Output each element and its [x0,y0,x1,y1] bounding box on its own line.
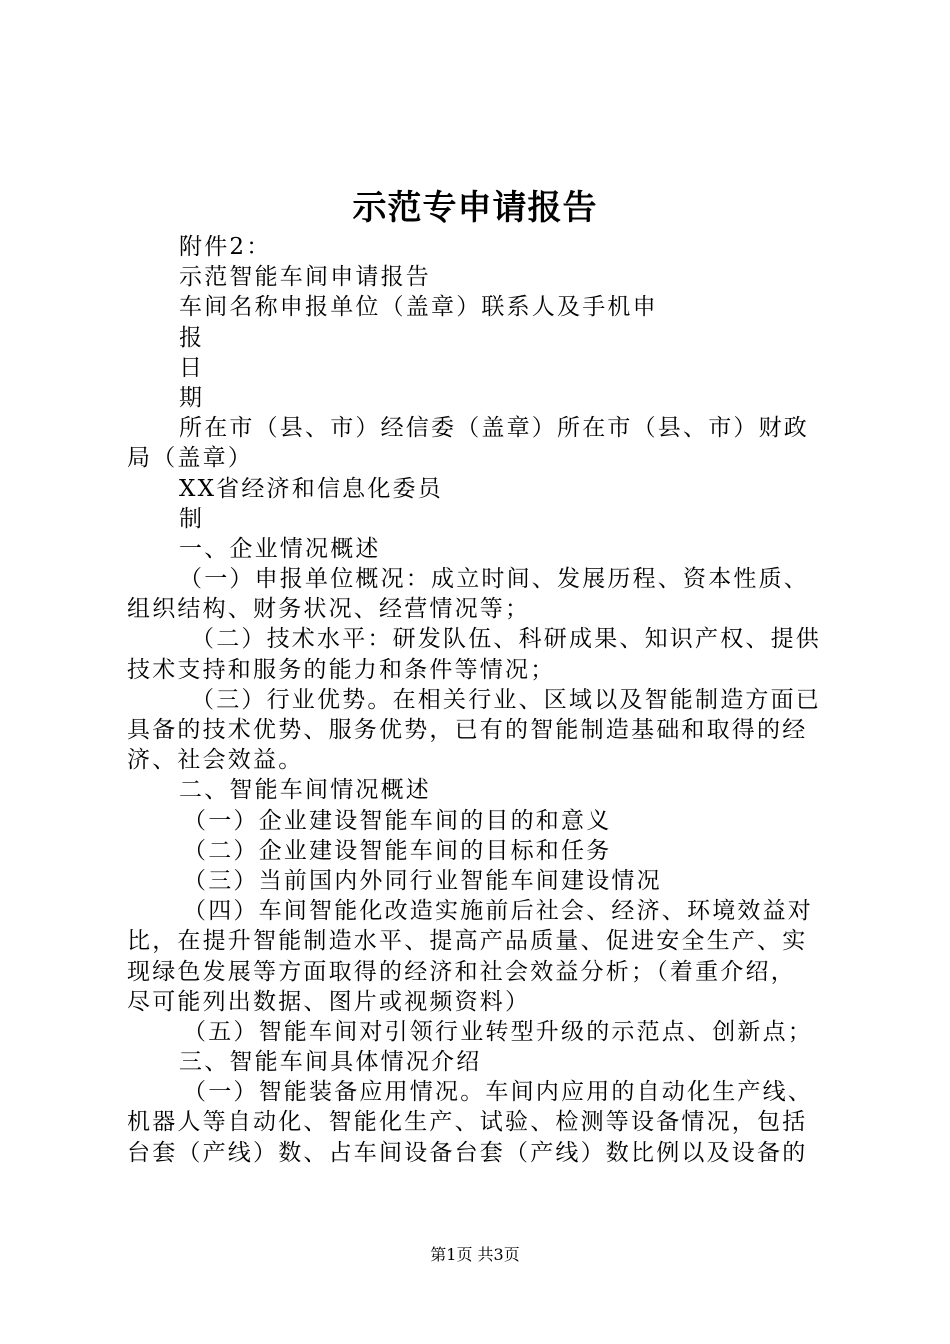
page-footer: 第1页 共3页 [430,1245,520,1264]
body-line: 二、智能车间情况概述 [179,777,431,804]
body-line: （三）行业优势。在相关行业、区域以及智能制造方面已 [191,686,821,713]
body-line: 示范智能车间申请报告 [179,264,431,291]
body-line: 三、智能车间具体情况介绍 [179,1049,482,1076]
body-line: 制 [179,505,205,532]
document-title: 示范专申请报告 [352,188,598,228]
body-line: （一）申报单位概况：成立时间、发展历程、资本性质、 [179,566,809,593]
body-line: 日 [179,354,205,381]
body-line: 机器人等自动化、智能化生产、试验、检测等设备情况，包括 [127,1109,808,1136]
body-line: 车间名称申报单位（盖章）联系人及手机申 [179,294,658,321]
body-line: （二）企业建设智能车间的目标和任务 [183,837,612,864]
document-body [127,232,832,1168]
body-line: 附件2： [179,234,272,260]
body-line: （四）车间智能化改造实施前后社会、经济、环境效益对 [183,898,813,925]
body-line: （五）智能车间对引领行业转型升级的示范点、创新点； [183,1018,813,1045]
body-line: （三）当前国内外同行业智能车间建设情况 [183,867,662,894]
body-line: 所在市（县、市）经信委（盖章）所在市（县、市）财政 [179,415,809,442]
body-line: （一）智能装备应用情况。车间内应用的自动化生产线、 [183,1079,813,1106]
body-line: 济、社会效益。 [127,747,304,774]
body-line: 组织结构、财务状况、经营情况等； [127,596,531,623]
body-line: 尽可能列出数据、图片或视频资料） [127,988,531,1015]
body-line: 报 [179,324,205,351]
body-line: XX省经济和信息化委员 [179,475,443,502]
body-line: 比，在提升智能制造水平、提高产品质量、促进安全生产、实 [127,928,808,955]
body-line: （二）技术水平：研发队伍、科研成果、知识产权、提供 [191,626,821,653]
body-line: 现绿色发展等方面取得的经济和社会效益分析；（着重介绍， [127,958,796,985]
body-line: 期 [179,384,205,411]
body-line: 局（盖章） [127,445,253,472]
body-line: 技术支持和服务的能力和条件等情况； [127,656,556,683]
body-line: 一、企业情况概述 [179,535,381,562]
body-line: 台套（产线）数、占车间设备台套（产线）数比例以及设备的 [127,1139,808,1166]
body-line: （一）企业建设智能车间的目的和意义 [183,807,612,834]
body-line: 具备的技术优势、服务优势，已有的智能制造基础和取得的经 [127,717,808,743]
